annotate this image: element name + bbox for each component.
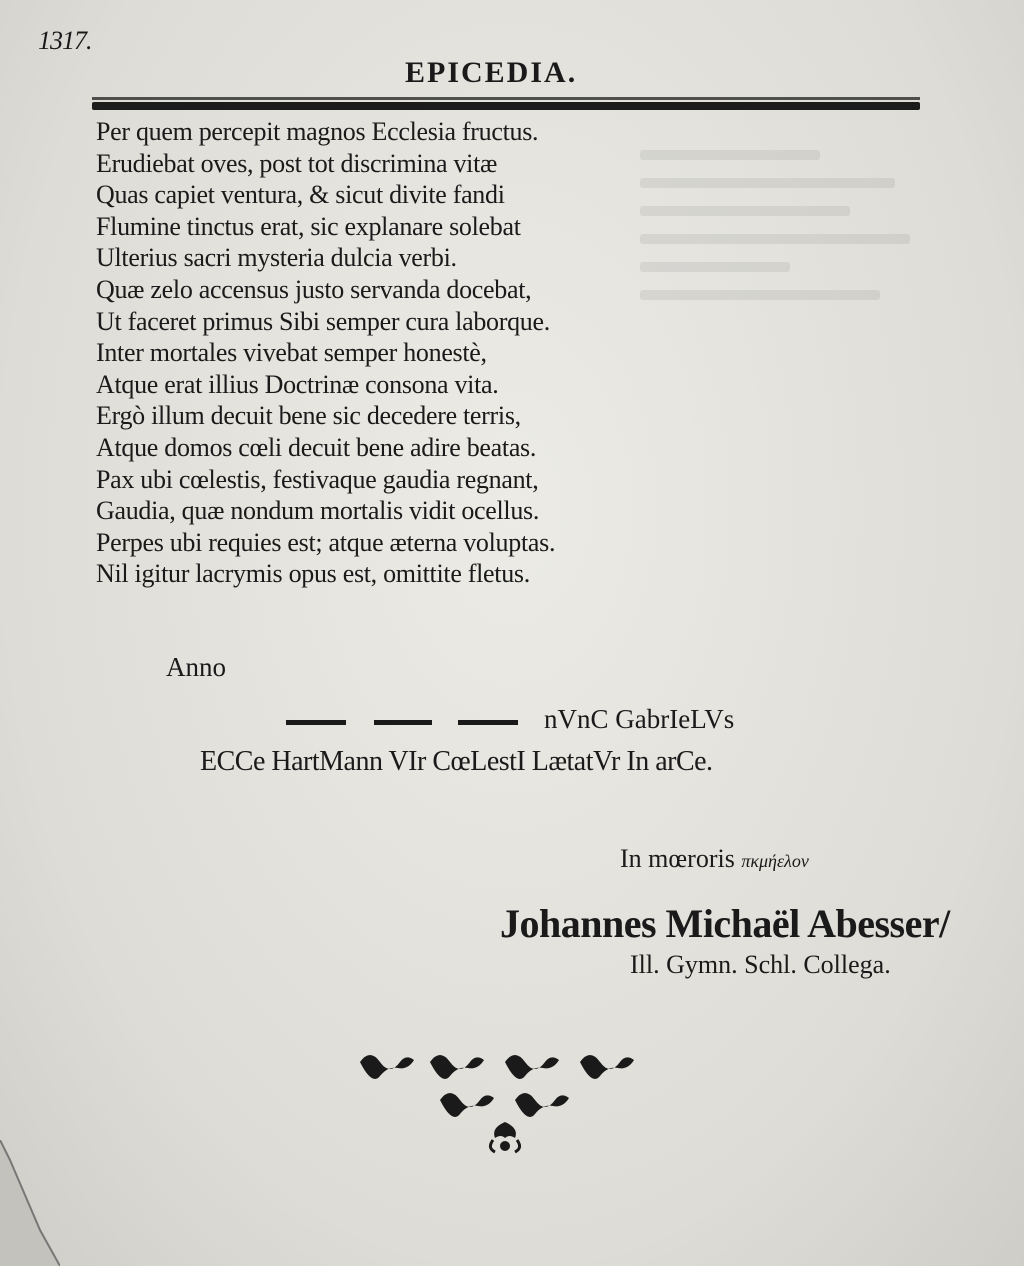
maeroris-text: In mœroris bbox=[620, 844, 735, 873]
verse-line: Flumine tinctus erat, sic explanare solebat bbox=[96, 211, 521, 241]
verse-line: Ulterius sacri mysteria dulcia verbi. bbox=[96, 243, 457, 273]
dash bbox=[286, 720, 346, 725]
verse-line: Ut faceret primus Sibi semper cura laborque. bbox=[96, 306, 550, 336]
author-title: Ill. Gymn. Schl. Collega. bbox=[630, 950, 891, 979]
verse-block bbox=[96, 116, 696, 590]
verse-line: Atque domos cœli decuit bene adire beatas. bbox=[96, 432, 537, 462]
anno-label: Anno bbox=[166, 652, 226, 682]
verse-line: Atque erat illius Doctrinæ consona vita. bbox=[96, 369, 499, 399]
verse-line: Nil igitur lacrymis opus est, omittite fletus. bbox=[96, 559, 530, 589]
verse-line: Pax ubi cœlestis, festivaque gaudia regnant, bbox=[96, 464, 539, 494]
maeroris-greek: πκμήελον bbox=[741, 851, 809, 871]
verse-line: Ergò illum decuit bene sic decedere terris, bbox=[96, 401, 521, 431]
running-head: EPICEDIA. bbox=[405, 56, 578, 89]
fleuron-ornament-icon bbox=[355, 1040, 655, 1160]
verse-line: Per quem percepit magnos Ecclesia fructus. bbox=[96, 117, 539, 146]
header-rule bbox=[92, 102, 920, 110]
verse-line: Perpes ubi requies est; atque æterna voluptas. bbox=[96, 527, 556, 557]
chronogram-line-1: nVnC GabrIeLVs bbox=[544, 704, 735, 734]
fleuron-drop bbox=[490, 1122, 519, 1152]
author-name: Johannes Michaël Abesser/ bbox=[500, 901, 950, 946]
chronogram-line-2: ECCe HartMann VIr CœLestI LætatVr In arCe. bbox=[200, 746, 713, 777]
verse-line: Inter mortales vivebat semper honestè, bbox=[96, 338, 487, 368]
page-number: 1317. bbox=[38, 26, 92, 55]
verse-line: Quæ zelo accensus justo servanda docebat, bbox=[96, 274, 532, 304]
scan-edge-shadow bbox=[0, 1140, 60, 1266]
dash bbox=[374, 720, 432, 725]
maeroris-line bbox=[620, 844, 809, 874]
fleuron-row-1 bbox=[360, 1055, 634, 1079]
chronogram-dashes bbox=[286, 706, 526, 736]
dash bbox=[458, 720, 518, 725]
verse-line: Gaudia, quæ nondum mortalis vidit ocellus. bbox=[96, 496, 540, 526]
fleuron-row-2 bbox=[440, 1093, 569, 1117]
verse-line: Erudiebat oves, post tot discrimina vitæ bbox=[96, 148, 498, 178]
verse-line: Quas capiet ventura, & sicut divite fandi bbox=[96, 180, 505, 210]
